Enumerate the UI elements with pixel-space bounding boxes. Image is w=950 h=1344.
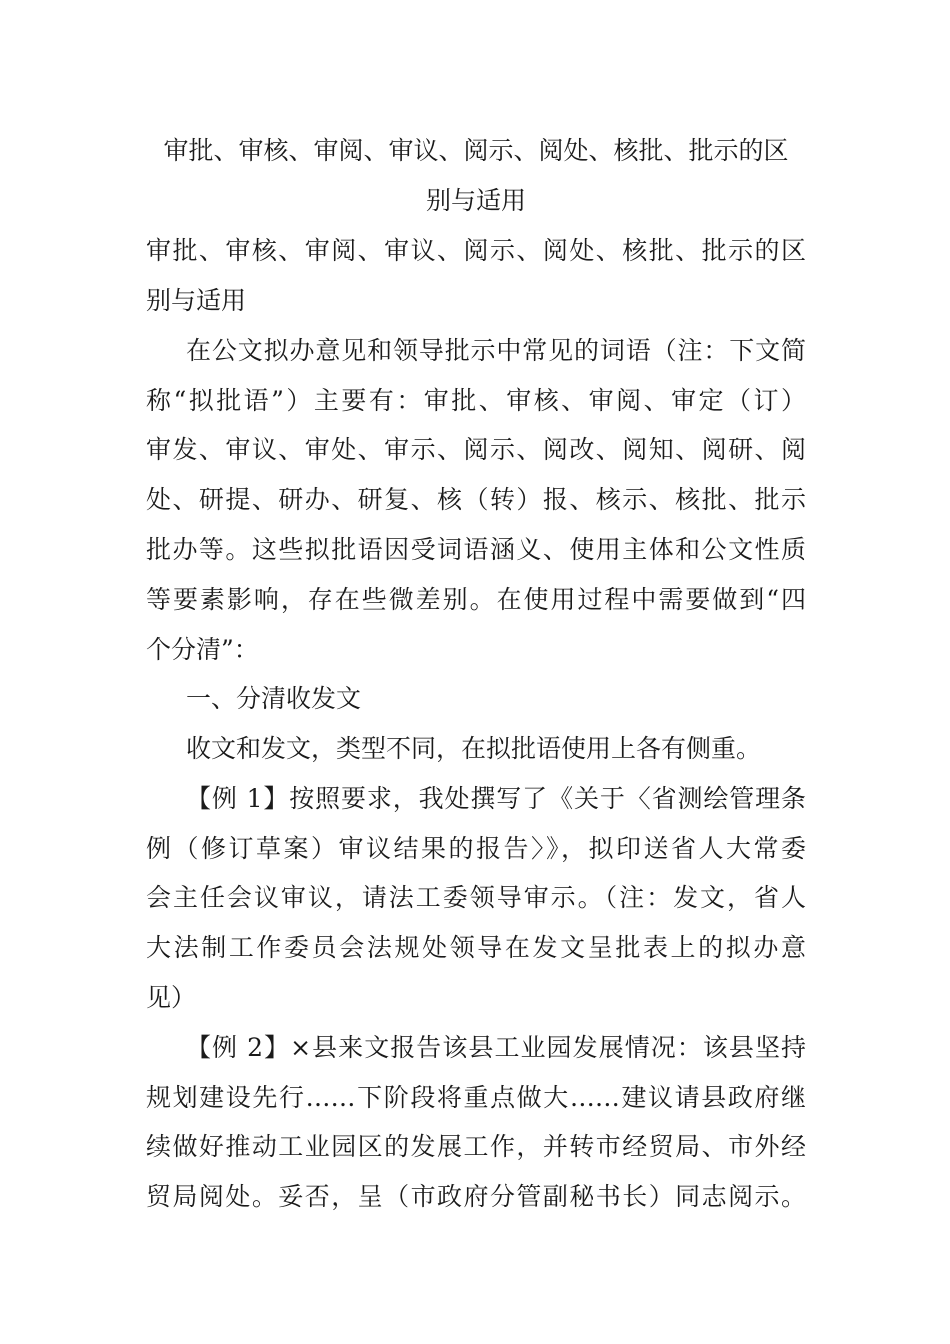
example-1-line-3: 会主任会议审议，请法工委领导审示。（注：发文，省人 [146,883,806,912]
document-title-line-2: 别与适用 [425,186,526,215]
intro-paragraph-line-2: 称“拟批语”）主要有：审批、审核、审阅、审定（订） [146,386,806,415]
example-2-line-3: 续做好推动工业园区的发展工作，并转市经贸局、市外经 [146,1132,806,1161]
example-1-line-1: 【例 1】按照要求，我处撰写了《关于〈省测绘管理条 [186,784,806,813]
example-2-line-1: 【例 2】×县来文报告该县工业园发展情况：该县坚持 [186,1033,806,1062]
example-2-line-4: 贸局阅处。妥否，呈（市政府分管副秘书长）同志阅示。 [146,1182,806,1211]
heading-line-1: 审批、审核、审阅、审议、阅示、阅处、核批、批示的区 [146,236,806,265]
intro-paragraph-line-6: 等要素影响，存在些微差别。在使用过程中需要做到“四 [146,585,806,614]
document-title-line-1: 审批、审核、审阅、审议、阅示、阅处、核批、批示的区 [163,136,789,165]
example-1-line-4: 大法制工作委员会法规处领导在发文呈批表上的拟办意 [146,933,806,962]
example-1-line-5: 见） [146,983,197,1012]
heading-line-2: 别与适用 [146,286,247,315]
example-2-line-2: 规划建设先行……下阶段将重点做大……建议请县政府继 [146,1083,806,1112]
intro-paragraph-line-3: 审发、审议、审处、审示、阅示、阅改、阅知、阅研、阅 [146,435,806,464]
intro-paragraph-line-7: 个分清”： [146,635,259,664]
intro-paragraph-line-5: 批办等。这些拟批语因受词语涵义、使用主体和公文性质 [146,535,806,564]
section-heading: 一、分清收发文 [186,684,362,713]
section-summary: 收文和发文，类型不同，在拟批语使用上各有侧重。 [186,734,762,763]
intro-paragraph-line-4: 处、研提、研办、研复、核（转）报、核示、核批、批示 [146,485,806,514]
example-1-line-2: 例（修订草案）审议结果的报告〉》，拟印送省人大常委 [146,834,806,863]
intro-paragraph-line-1: 在公文拟办意见和领导批示中常见的词语（注：下文简 [186,336,806,365]
